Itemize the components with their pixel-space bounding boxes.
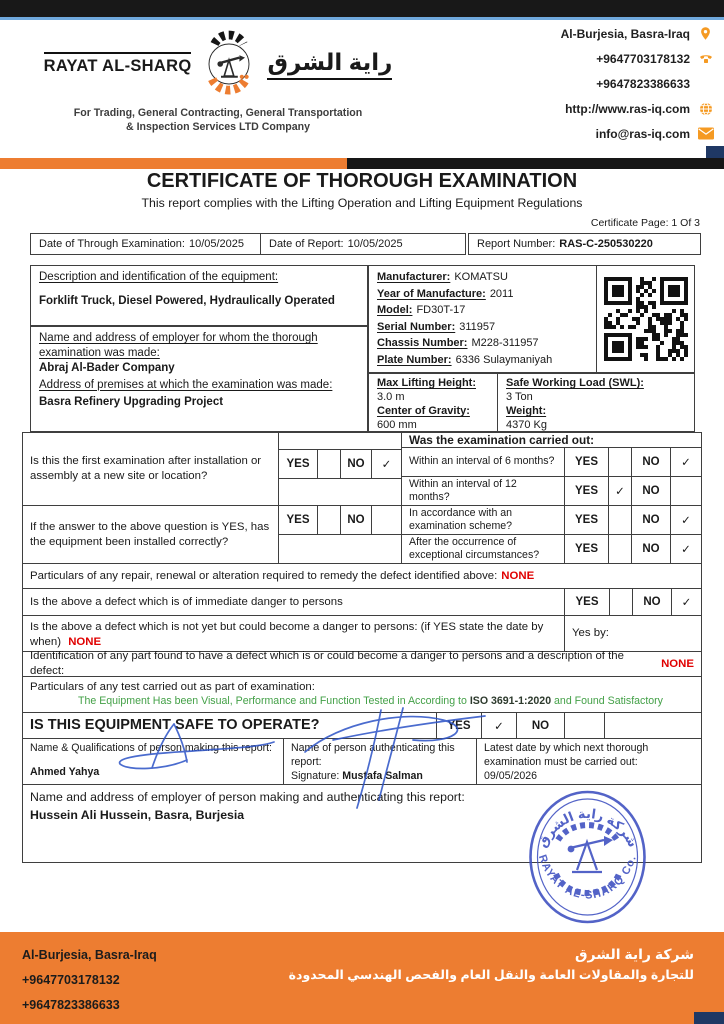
report-number-label: Report Number:: [477, 238, 556, 250]
yes-checkbox: [608, 448, 631, 475]
no-checkbox: [371, 506, 401, 534]
contact-address: Al-Burjesia, Basra-Iraq: [560, 26, 690, 41]
carried-out-header: Was the examination carried out:: [402, 433, 701, 448]
report-employer-label: Name and address of employer of person making and authenticating this report:: [30, 790, 465, 804]
immediate-danger-row: [23, 588, 701, 615]
yes-checkbox: [317, 506, 340, 534]
specs-left-cell: [369, 374, 497, 431]
model-value: FD30T-17: [416, 304, 466, 317]
contact-phone2-row: [596, 75, 714, 92]
signature-label: Signature:: [291, 769, 340, 782]
company-logo: [43, 26, 393, 135]
no-label: NO: [631, 535, 670, 563]
serial-value: 311957: [459, 320, 496, 333]
next-exam-date: 09/05/2026: [484, 769, 538, 782]
safe-to-operate-question: IS THIS EQUIPMENT SAFE TO OPERATE?: [30, 717, 320, 734]
footer-phone2: +9647823386633: [22, 998, 120, 1012]
company-stamp: [524, 786, 651, 928]
defect-identification-cell: [23, 652, 701, 676]
model-label: Model:: [377, 304, 413, 317]
chassis-label: Chassis Number:: [377, 337, 468, 350]
plate-label: Plate Number:: [377, 353, 452, 366]
yes-label: YES: [564, 477, 608, 505]
yes-label: YES: [436, 713, 481, 738]
footer-contact-block: [22, 943, 157, 1018]
test-result-pre: The Equipment Has been Visual, Performance and Function Tested in According to: [78, 694, 470, 707]
plate-value: 6336 Sulaymaniyah: [455, 353, 553, 366]
premises-value: Basra Refinery Upgrading Project: [39, 395, 224, 408]
qr-code: [604, 277, 688, 361]
footer-company-arabic: شركة راية الشرق: [574, 946, 694, 962]
exam-date-value: 10/05/2025: [188, 238, 245, 250]
equipment-description-box: [30, 265, 368, 326]
yes-checkmark: ✓: [608, 477, 631, 505]
max-height-label: Max Lifting Height:: [377, 377, 476, 389]
first-examination-answer-cells: [278, 433, 401, 505]
yes-label: YES: [286, 514, 310, 526]
no-label: NO: [340, 506, 371, 534]
detail-row: [377, 269, 588, 286]
serial-label: Serial Number:: [377, 320, 456, 333]
interval6-row: [402, 448, 701, 476]
test-result-post: and Found Satisfactory: [551, 694, 663, 707]
contact-phone1-row: [596, 50, 714, 67]
contact-phone1: +9647703178132: [596, 51, 690, 66]
swl-label: Safe Working Load (SWL):: [506, 377, 644, 389]
company-name-arabic: راية الشرق: [267, 49, 392, 80]
repair-particulars-label: Particulars of any repair, renewal or alteration required to remedy the defect identified above:: [30, 569, 498, 582]
phone-icon: [697, 50, 714, 67]
swl-value: 3 Ton: [506, 391, 533, 403]
top-bar: [0, 0, 724, 20]
authenticator-signature-line: [291, 770, 469, 784]
empty-cell: [604, 713, 701, 738]
no-label: NO: [631, 477, 670, 505]
future-danger-value: NONE: [68, 635, 102, 648]
immediate-danger-question: Is the above a defect which is of immediate danger to persons: [30, 595, 343, 608]
employer-premises-box: [30, 326, 368, 432]
contact-address-row: [561, 25, 714, 42]
premises-label: Address of premises at which the examination was made:: [39, 378, 333, 391]
employer-value: Abraj Al-Bader Company: [39, 361, 175, 374]
maker-signature-cell: [23, 739, 283, 784]
location-pin-icon: [697, 25, 714, 42]
company-name-english: RAYAT AL-SHARQ: [44, 52, 192, 76]
test-particulars-label: Particulars of any test carried out as part of examination:: [30, 681, 315, 693]
no-checkmark: ✓: [670, 506, 701, 534]
globe-icon: [697, 100, 714, 117]
yes-label: YES: [564, 506, 608, 534]
navy-corner-accent-bottom: [694, 1012, 724, 1024]
pumpjack-gear-icon: [197, 26, 261, 102]
no-label: NO: [340, 450, 371, 478]
yes-checkbox: [608, 506, 631, 534]
yes-checkbox: [609, 589, 632, 615]
tagline-line2: & Inspection Services LTD Company: [125, 121, 311, 134]
equipment-specs-box: [368, 373, 695, 432]
no-label: NO: [631, 506, 670, 534]
employer-label: Name and address of employer for whom the thorough examination was made:: [39, 332, 318, 359]
no-checkmark: ✓: [671, 589, 701, 615]
yes-label: YES: [564, 535, 608, 563]
weight-label: Weight:: [506, 405, 547, 417]
page-subtitle: This report complies with the Lifting Operation and Lifting Equipment Regulations: [141, 196, 583, 210]
footer-company-description-arabic: للتجارة والمقاولات العامة والنقل العام والفحص الهندسي المحدودة: [288, 968, 694, 982]
envelope-icon: [697, 125, 714, 142]
qr-code-cell: [596, 266, 694, 372]
no-label: NO: [632, 589, 671, 615]
repair-particulars-value: NONE: [501, 569, 535, 582]
equipment-details-list: [369, 266, 596, 372]
no-checkbox: [670, 477, 701, 505]
contact-website: http://www.ras-iq.com: [565, 101, 690, 116]
scheme-question: In accordance with an examination scheme?: [409, 506, 513, 532]
carried-out-group: [401, 433, 701, 505]
max-height-value: 3.0 m: [377, 391, 405, 403]
next-exam-cell: [476, 739, 701, 784]
test-particulars-cell: [23, 677, 701, 712]
exam-date-cell: [30, 233, 261, 255]
manufacturer-label: Manufacturer:: [377, 271, 451, 283]
cog-value: 600 mm: [377, 419, 417, 431]
year-value: 2011: [489, 287, 514, 300]
safe-to-operate-row: [23, 712, 701, 738]
equipment-description-label: Description and identification of the equipment:: [39, 271, 279, 283]
detail-row: [377, 352, 588, 369]
year-label: Year of Manufacture:: [377, 287, 486, 300]
test-particulars-row: [23, 676, 701, 712]
divider-black: [347, 158, 724, 169]
installed-correctly-row: [23, 505, 701, 563]
contact-website-row: [565, 100, 714, 117]
exam-date-label: Date of Through Examination:: [39, 238, 185, 250]
no-label: NO: [516, 713, 564, 738]
logo-row: [43, 26, 393, 102]
footer-company-block: [289, 941, 694, 982]
report-date-cell: [260, 233, 466, 255]
scheme-exceptional-group: [401, 506, 701, 563]
report-employer-value: Hussein Ali Hussein, Basra, Burjesia: [30, 807, 245, 822]
manufacturer-value: KOMATSU: [454, 271, 508, 283]
installed-correctly-answer-cells: [278, 506, 401, 563]
certificate-page-number: Certificate Page: 1 Of 3: [590, 217, 700, 229]
installed-correctly-question: If the answer to the above question is YES, has the equipment been installed correctly?: [30, 520, 270, 548]
report-number-cell: [468, 233, 701, 255]
maker-label: Name & Qualifications of person making this report:: [30, 742, 273, 754]
test-standard: ISO 3691-1:2020: [469, 694, 552, 707]
no-checkmark: ✓: [670, 535, 701, 563]
yes-checkmark: ✓: [481, 713, 516, 738]
interval12-row: [402, 477, 701, 505]
report-number-value: RAS-C-250530220: [559, 238, 653, 250]
next-exam-label: Latest date by which next thorough examination must be carried out:: [484, 742, 649, 768]
test-result-line: [30, 695, 694, 709]
future-danger-cell: [23, 616, 564, 651]
footer-phone1: +9647703178132: [22, 973, 120, 987]
detail-row: [377, 319, 588, 336]
authenticator-label: Name of person authenticating this report:: [291, 742, 455, 768]
stamp-arabic-text: شركة راية الشرق: [534, 806, 641, 850]
report-date-value: 10/05/2025: [347, 238, 403, 250]
stamp-english-text: RAYAT AL-SHARQ Co.: [535, 853, 639, 902]
yes-by-cell: Yes by:: [564, 616, 701, 651]
page-title: CERTIFICATE OF THOROUGH EXAMINATION: [146, 170, 578, 192]
yes-checkbox: [317, 450, 340, 478]
no-checkbox: [564, 713, 604, 738]
no-checkmark: ✓: [371, 450, 401, 478]
interval12-question: Within an interval of 12 months?: [409, 477, 517, 503]
authenticator-name: Mustafa Salman: [342, 769, 423, 782]
first-examination-row: [23, 433, 701, 505]
contact-email: info@ras-iq.com: [595, 126, 690, 141]
contact-email-row: [596, 125, 714, 142]
contact-phone2: +9647823386633: [596, 76, 690, 91]
authenticator-signature-cell: [283, 739, 476, 784]
yes-label: YES: [286, 458, 310, 470]
defect-identification-value: NONE: [661, 657, 694, 670]
interval6-question: Within an interval of 6 months?: [409, 455, 555, 468]
repair-particulars-row: [23, 563, 701, 588]
navy-corner-accent-top: [706, 146, 724, 158]
contact-block: [561, 25, 714, 142]
footer-bar: [0, 932, 724, 1024]
detail-row: [377, 335, 588, 352]
first-examination-question: Is this the first examination after installation or assembly at a new site or location?: [30, 455, 262, 482]
blank-icon-space: [697, 75, 714, 92]
defect-identification-label: Identification of any part found to have a defect which is or could become a danger to persons and a description of the defect:: [30, 650, 624, 677]
cog-label: Center of Gravity:: [377, 405, 470, 417]
footer-address: Al-Burjesia, Basra-Iraq: [22, 948, 157, 962]
defect-identification-row: [23, 651, 701, 676]
maker-name: Ahmed Yahya: [30, 765, 100, 778]
repair-particulars-cell: [23, 564, 701, 588]
exceptional-row: [402, 535, 701, 563]
divider-orange: [0, 158, 347, 169]
specs-right-cell: [497, 374, 694, 431]
exceptional-question: After the occurrence of exceptional circumstances?: [409, 536, 540, 562]
report-date-label: Date of Report:: [269, 238, 344, 250]
future-danger-row: [23, 615, 701, 651]
equipment-details-box: [368, 265, 695, 373]
no-label: NO: [631, 448, 670, 475]
weight-value: 4370 Kg: [506, 419, 547, 431]
yes-label: YES: [564, 448, 608, 475]
future-danger-label: Is the above a defect which is not yet but could become a danger to persons: (if YES state the date by when): [30, 621, 544, 648]
tagline-line1: For Trading, General Contracting, General Transportation: [73, 107, 363, 119]
yes-checkbox: [608, 535, 631, 563]
equipment-description-value: Forklift Truck, Diesel Powered, Hydraulically Operated: [39, 294, 335, 307]
chassis-value: M228-311957: [471, 337, 539, 350]
scheme-row: [402, 506, 701, 535]
yes-label: YES: [564, 589, 609, 615]
detail-row: [377, 302, 588, 319]
signatures-row: [23, 738, 701, 784]
no-checkmark: ✓: [670, 448, 701, 475]
detail-row: [377, 286, 588, 303]
